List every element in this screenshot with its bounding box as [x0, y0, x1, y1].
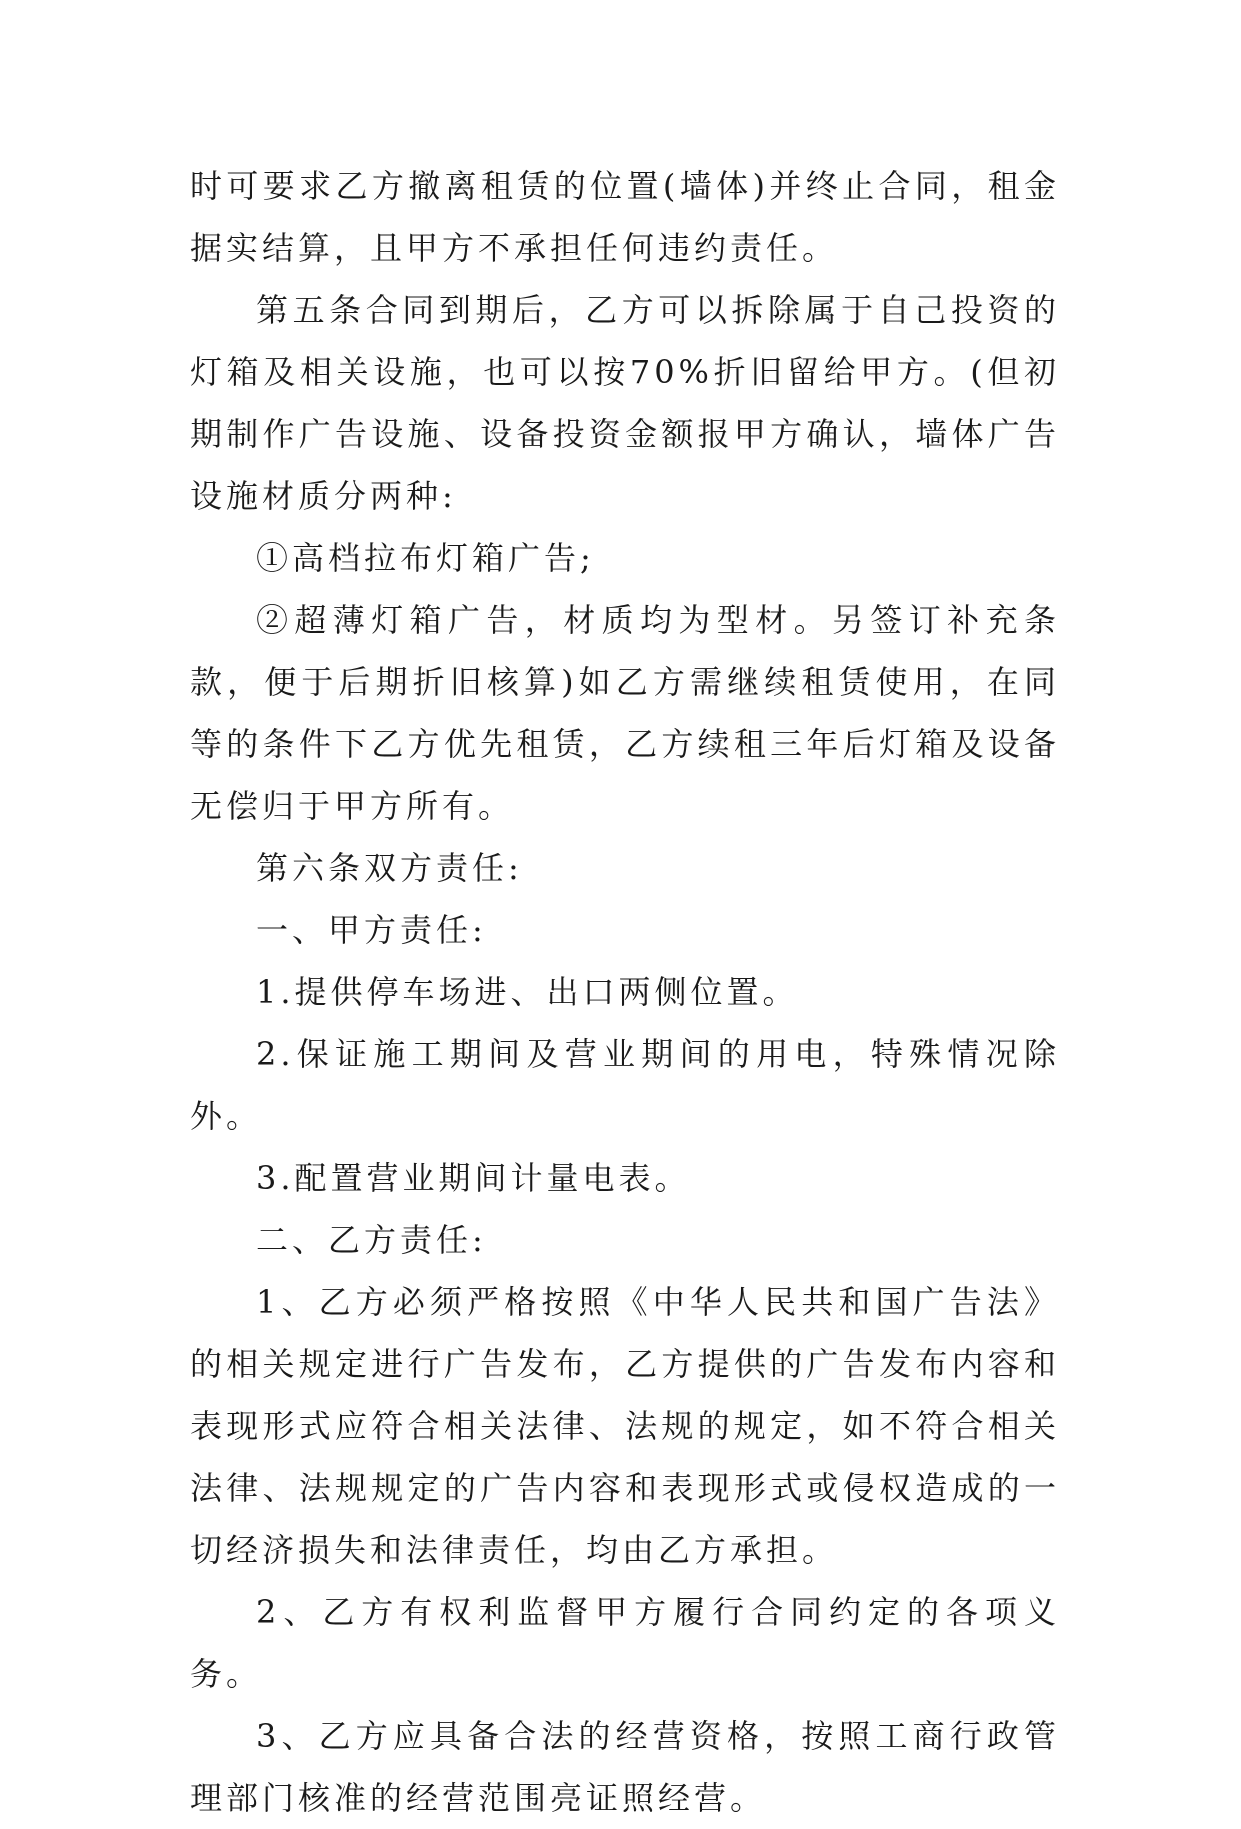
paragraph-party-a-item-2: 2.保证施工期间及营业期间的用电，特殊情况除外。	[190, 1035, 1060, 1135]
paragraph-continuation: 时可要求乙方撤离租赁的位置(墙体)并终止合同，租金据实结算，且甲方不承担任何违约责任。	[190, 167, 1060, 267]
paragraph-party-a-item-1: 1.提供停车场进、出口两侧位置。	[256, 973, 799, 1011]
paragraph-article-6-heading: 第六条双方责任:	[256, 849, 523, 887]
paragraph-party-a-item-3: 3.配置营业期间计量电表。	[256, 1159, 691, 1197]
document-body	[190, 155, 1060, 1829]
paragraph-party-b-item-1: 1、乙方必须严格按照《中华人民共和国广告法》的相关规定进行广告发布，乙方提供的广告发布内容和表现形式应符合相关法律、法规的规定，如不符合相关法律、法规规定的广告内容和表现形式或侵权造成的一切经济损失和法律责任，均由乙方承担。	[190, 1283, 1060, 1569]
paragraph-party-b-item-2: 2、乙方有权利监督甲方履行合同约定的各项义务。	[190, 1593, 1060, 1693]
paragraph-article-5: 第五条合同到期后，乙方可以拆除属于自己投资的灯箱及相关设施，也可以按70%折旧留给甲方。(但初期制作广告设施、设备投资金额报甲方确认，墙体广告设施材质分两种:	[190, 291, 1060, 515]
paragraph-party-a-heading: 一、甲方责任:	[256, 911, 487, 949]
paragraph-party-b-item-3: 3、乙方应具备合法的经营资格，按照工商行政管理部门核准的经营范围亮证照经营。	[190, 1717, 1060, 1817]
paragraph-option-2: ②超薄灯箱广告，材质均为型材。另签订补充条款，便于后期折旧核算)如乙方需继续租赁使用，在同等的条件下乙方优先租赁，乙方续租三年后灯箱及设备无偿归于甲方所有。	[190, 601, 1060, 825]
paragraph-option-1: ①高档拉布灯箱广告;	[256, 539, 595, 577]
paragraph-party-b-heading: 二、乙方责任:	[256, 1221, 487, 1259]
